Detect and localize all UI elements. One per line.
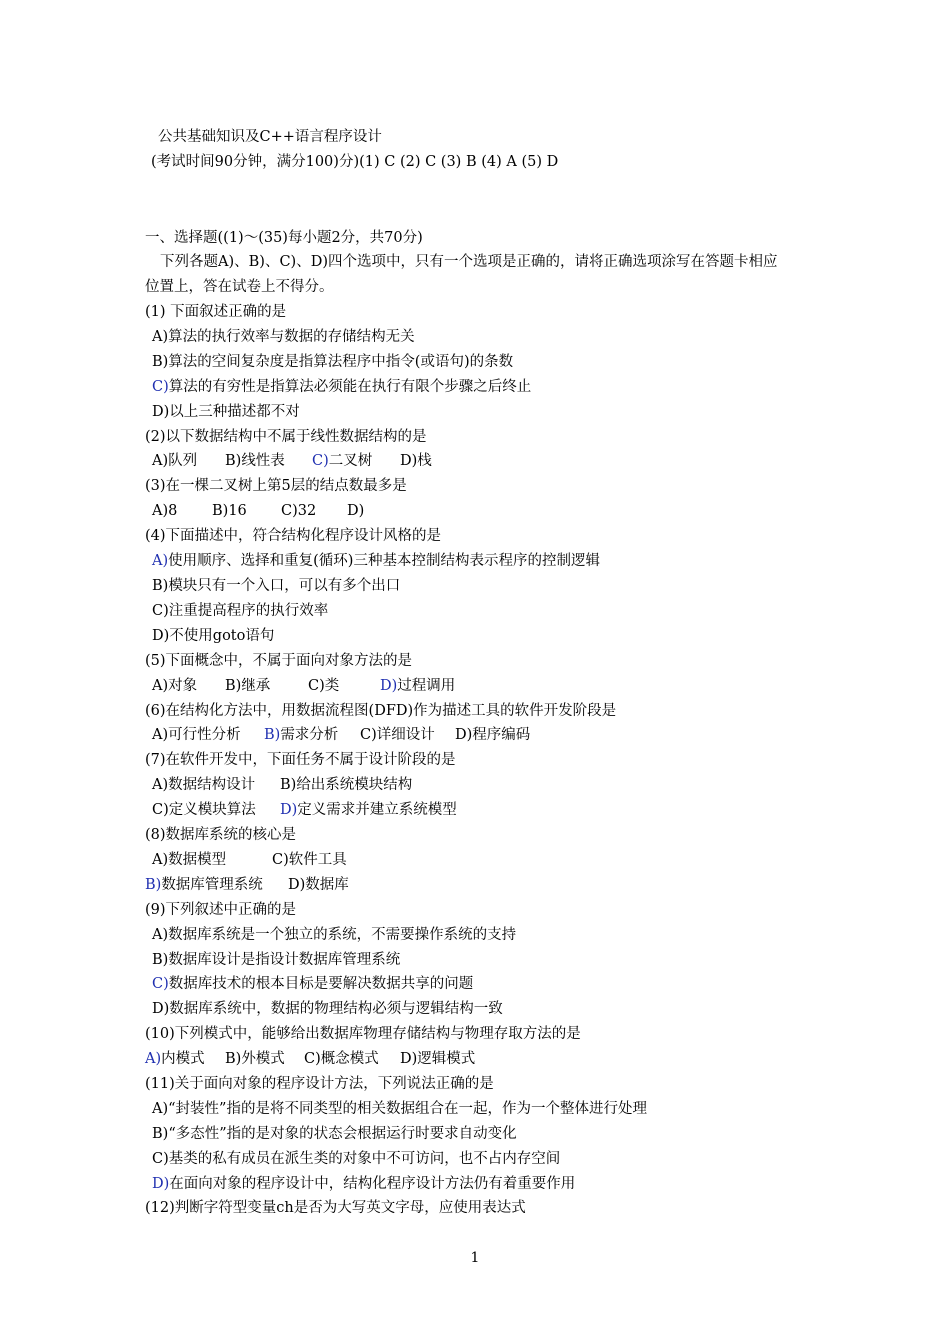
option-b: B)外模式 [225, 1051, 285, 1067]
option-a: A)队列 [152, 453, 198, 469]
option-c [312, 451, 372, 471]
document-subtitle: (考试时间90分钟，满分100)分)(1) C (2) C (3) B (4) A (5) D [151, 154, 559, 170]
option-text: 需求分析 [280, 727, 339, 743]
answer-key-marker: C) [152, 379, 169, 395]
option-d: D)逻辑模式 [400, 1051, 476, 1067]
answer-key-marker: B) [264, 727, 281, 743]
option-b: B)线性表 [225, 453, 285, 469]
question-stem: (5)下面概念中，不属于面向对象方法的是 [145, 653, 413, 669]
question-stem: (1) 下面叙述正确的是 [145, 304, 287, 320]
option-c: C)基类的私有成员在派生类的对象中不可访问，也不占内存空间 [152, 1151, 561, 1167]
question-stem: (9)下列叙述中正确的是 [145, 902, 297, 918]
option-d: D) [347, 503, 365, 519]
option-text: 定义需求并建立系统模型 [297, 802, 457, 818]
answer-key-marker: D) [280, 802, 298, 818]
option-c [152, 974, 473, 994]
option-d: D)栈 [400, 453, 432, 469]
option-text: 在面向对象的程序设计中，结构化程序设计方法仍有着重要作用 [169, 1176, 576, 1192]
option-text: 内模式 [161, 1051, 205, 1067]
option-text: 二叉树 [328, 453, 373, 469]
option-c: C)定义模块算法 [152, 802, 256, 818]
option-a: A)数据结构设计 [152, 777, 256, 793]
option-b: B)“多态性”指的是对象的状态会根据运行时要求自动变化 [152, 1126, 517, 1142]
option-a: A)算法的执行效率与数据的存储结构无关 [152, 329, 415, 345]
option-d: D)不使用goto语句 [152, 628, 275, 644]
option-c: C)软件工具 [272, 852, 347, 868]
answer-key-marker: A) [145, 1051, 162, 1067]
option-text: 过程调用 [397, 678, 456, 694]
option-d [152, 1174, 575, 1194]
option-b: B)16 [212, 503, 247, 519]
option-b [264, 725, 338, 745]
option-text: 算法的有穷性是指算法必须能在执行有限个步骤之后终止 [168, 379, 532, 395]
option-c: C)32 [281, 503, 317, 519]
question-stem: (2)以下数据结构中不属于线性数据结构的是 [145, 429, 427, 445]
option-d [280, 800, 457, 820]
section-instruction-2: 位置上，答在试卷上不得分。 [145, 279, 334, 295]
question-stem: (11)关于面向对象的程序设计方法，下列说法正确的是 [145, 1076, 494, 1092]
page-number: 1 [470, 1250, 480, 1266]
option-b [145, 875, 263, 895]
answer-key-marker: C) [312, 453, 329, 469]
option-b: B)模块只有一个入口，可以有多个出口 [152, 578, 401, 594]
option-c: C)注重提高程序的执行效率 [152, 603, 329, 619]
answer-key-marker: A) [152, 553, 169, 569]
option-d [380, 676, 455, 696]
option-d: D)以上三种描述都不对 [152, 404, 300, 420]
option-a: A)数据库系统是一个独立的系统，不需要操作系统的支持 [152, 927, 517, 943]
section-instruction-1: 下列各题A)、B)、C)、D)四个选项中，只有一个选项是正确的，请将正确选项涂写在答题卡相应 [160, 254, 778, 270]
option-d: D)数据库系统中，数据的物理结构必须与逻辑结构一致 [152, 1001, 503, 1017]
option-d: D)程序编码 [455, 727, 531, 743]
option-a: A)对象 [152, 678, 198, 694]
option-c [152, 377, 531, 397]
question-stem: (7)在软件开发中，下面任务不属于设计阶段的是 [145, 752, 456, 768]
option-b: B)给出系统模块结构 [280, 777, 413, 793]
option-a: A)可行性分析 [152, 727, 241, 743]
answer-key-marker: B) [145, 877, 162, 893]
option-a [152, 551, 600, 571]
answer-key-marker: D) [152, 1176, 170, 1192]
option-text: 使用顺序、选择和重复(循环)三种基本控制结构表示程序的控制逻辑 [168, 553, 600, 569]
question-stem: (8)数据库系统的核心是 [145, 827, 297, 843]
question-stem: (12)判断字符型变量ch是否为大写英文字母，应使用表达式 [145, 1200, 526, 1216]
option-text: 数据库技术的根本目标是要解决数据共享的问题 [168, 976, 474, 992]
option-b: B)继承 [225, 678, 271, 694]
question-stem: (4)下面描述中，符合结构化程序设计风格的是 [145, 528, 442, 544]
option-c: C)详细设计 [360, 727, 435, 743]
option-text: 数据库管理系统 [161, 877, 263, 893]
option-a: A)8 [152, 503, 178, 519]
option-b: B)算法的空间复杂度是指算法程序中指令(或语句)的条数 [152, 354, 514, 370]
document-title: 公共基础知识及C++语言程序设计 [158, 129, 382, 145]
option-d: D)数据库 [288, 877, 349, 893]
answer-key-marker: C) [152, 976, 169, 992]
option-c: C)类 [308, 678, 340, 694]
option-a: A)“封装性”指的是将不同类型的相关数据组合在一起，作为一个整体进行处理 [152, 1101, 647, 1117]
question-stem: (6)在结构化方法中，用数据流程图(DFD)作为描述工具的软件开发阶段是 [145, 703, 617, 719]
option-a: A)数据模型 [152, 852, 227, 868]
option-a [145, 1049, 205, 1069]
option-b: B)数据库设计是指设计数据库管理系统 [152, 952, 401, 968]
answer-key-marker: D) [380, 678, 398, 694]
question-stem: (10)下列模式中，能够给出数据库物理存储结构与物理存取方法的是 [145, 1026, 581, 1042]
question-stem: (3)在一棵二叉树上第5层的结点数最多是 [145, 478, 407, 494]
section-heading: 一、选择题((1)～(35)每小题2分，共70分) [145, 230, 423, 246]
option-c: C)概念模式 [304, 1051, 379, 1067]
